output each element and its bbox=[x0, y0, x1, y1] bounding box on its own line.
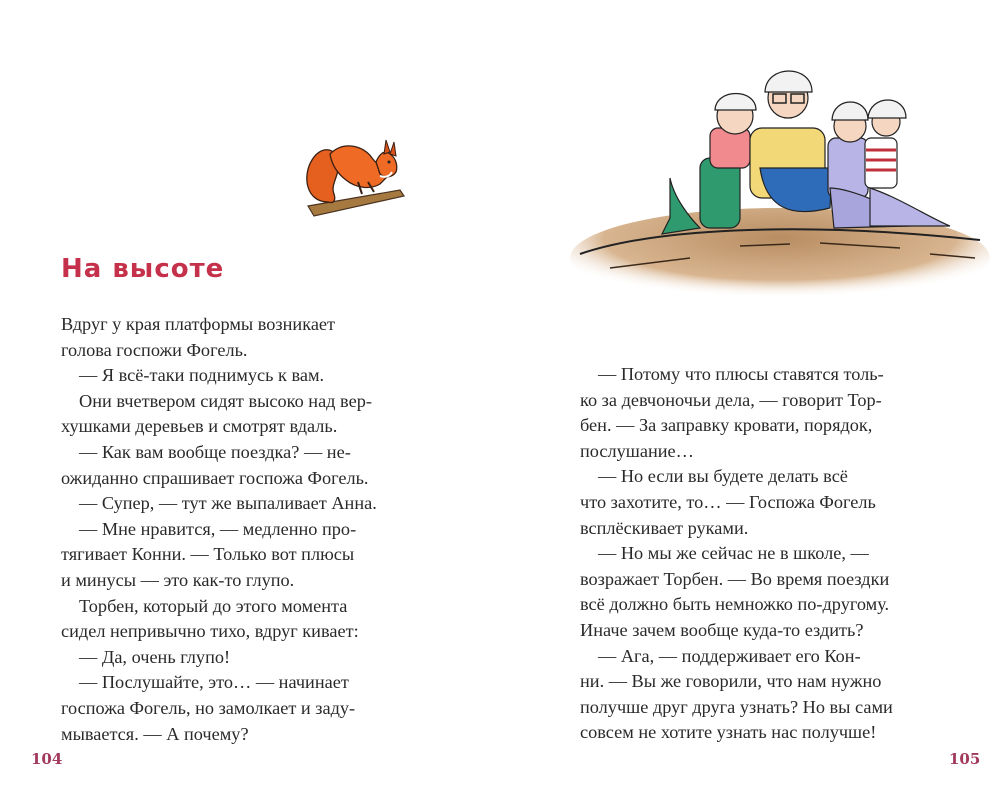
text-line: — Супер, — тут же выпаливает Анна. bbox=[79, 493, 377, 514]
text-line: бен. — За заправку кровати, порядок, bbox=[580, 415, 873, 436]
text-line: всплёскивает руками. bbox=[580, 517, 749, 538]
text-line: Вдруг у края платформы возникает bbox=[61, 314, 336, 334]
text-line: ко за девчоночьи дела, — говорит Тор- bbox=[580, 389, 882, 410]
text-line: Иначе зачем вообще куда-то ездить? bbox=[580, 619, 864, 640]
text-line: — Ага, — поддерживает его Кон- bbox=[598, 645, 861, 666]
text-line: возражает Торбен. — Во время поездки bbox=[580, 568, 890, 589]
page-number: 104 bbox=[31, 750, 63, 768]
squirrel-illustration bbox=[300, 132, 410, 222]
page-number: 105 bbox=[949, 750, 981, 768]
text-line: ожиданно спрашивает госпожа Фогель. bbox=[61, 467, 369, 488]
text-line: мывается. — А почему? bbox=[61, 723, 249, 744]
text-line: — Потому что плюсы ставятся толь- bbox=[598, 364, 884, 384]
text-line: ни. — Вы же говорили, что нам нужно bbox=[580, 671, 882, 692]
kids-on-platform-illustration bbox=[570, 58, 990, 308]
text-line: и минусы — это как-то глупо. bbox=[61, 569, 295, 590]
text-line: Торбен, который до этого момента bbox=[79, 595, 348, 616]
text-line: послушание… bbox=[580, 440, 694, 461]
text-line: тягивает Конни. — Только вот плюсы bbox=[61, 544, 355, 565]
text-line: — Мне нравится, — медленно про- bbox=[79, 518, 357, 539]
text-line: — Но мы же сейчас не в школе, — bbox=[598, 543, 869, 564]
text-line: — Послушайте, это… — начинает bbox=[79, 672, 349, 693]
text-line: — Как вам вообще поездка? — не- bbox=[79, 441, 351, 462]
body-text-right bbox=[580, 362, 940, 746]
text-line: Они вчетвером сидят высоко над вер- bbox=[79, 390, 372, 411]
text-line: всё должно быть немножко по-другому. bbox=[580, 594, 890, 615]
text-line: совсем не хотите узнать нас получше! bbox=[580, 722, 877, 743]
text-line: голова госпожи Фогель. bbox=[61, 339, 248, 360]
text-line: получше друг друга узнать? Но вы сами bbox=[580, 696, 893, 717]
text-line: что захотите, то… — Госпожа Фогель bbox=[580, 491, 876, 512]
text-line: сидел непривычно тихо, вдруг кивает: bbox=[61, 621, 359, 642]
text-line: — Да, очень глупо! bbox=[79, 646, 231, 667]
right-page bbox=[500, 0, 1000, 801]
chapter-title: На высоте bbox=[61, 254, 225, 284]
text-line: хушками деревьев и смотрят вдаль. bbox=[61, 416, 338, 437]
body-text-left bbox=[61, 312, 421, 747]
text-line: — Но если вы будете делать всё bbox=[598, 466, 848, 487]
text-line: — Я всё-таки поднимусь к вам. bbox=[79, 365, 325, 386]
text-line: госпожа Фогель, но замолкает и заду- bbox=[61, 697, 356, 718]
